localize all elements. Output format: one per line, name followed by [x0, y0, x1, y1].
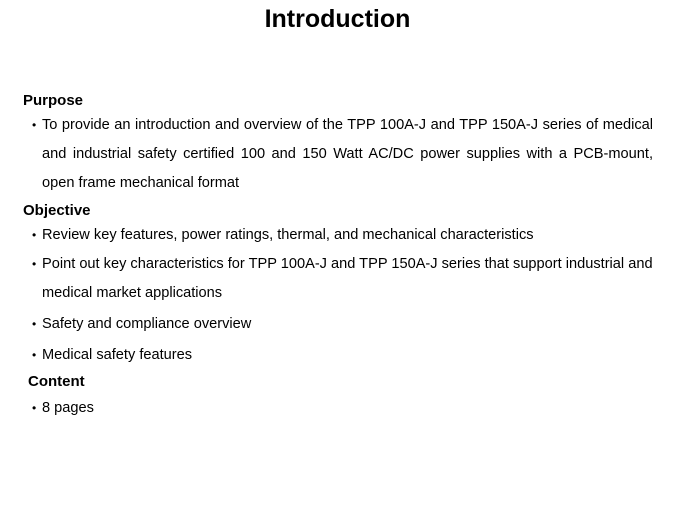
bullet-text: Review key features, power ratings, thermal, and mechanical characteristics — [42, 227, 534, 243]
section-heading-objective: Objective — [23, 202, 91, 219]
bullet-list-purpose — [23, 111, 653, 198]
bullet-icon: • — [32, 401, 37, 415]
list-item — [23, 221, 653, 250]
bullet-text: 8 pages — [42, 400, 94, 416]
bullet-icon: • — [32, 228, 37, 242]
bullet-text: Medical safety features — [42, 347, 193, 363]
bullet-icon: • — [32, 317, 37, 331]
slide-title: Introduction — [264, 5, 411, 33]
list-item — [23, 394, 653, 423]
list-item — [23, 250, 653, 308]
bullet-icon: • — [32, 348, 37, 362]
section-heading-content: Content — [28, 373, 85, 390]
list-item — [23, 341, 653, 370]
list-item — [23, 111, 653, 198]
bullet-text: Safety and compliance overview — [42, 316, 252, 332]
bullet-icon: • — [32, 118, 37, 132]
list-item — [23, 310, 653, 339]
bullet-icon: • — [32, 257, 37, 271]
bullet-text: To provide an introduction and overview of the TPP 100A-J and TPP 150A-J series of medical and industrial safety certified 100 and 150 Watt AC/DC power supplies with a PCB-mount, open frame mechanical format — [42, 117, 653, 191]
bullet-list-objective — [23, 221, 653, 370]
slide-body — [23, 91, 653, 423]
section-heading-purpose: Purpose — [23, 92, 84, 109]
bullet-text: Point out key characteristics for TPP 100A-J and TPP 150A-J series that support industrial and medical market applications — [42, 256, 653, 301]
bullet-list-content — [23, 394, 653, 423]
